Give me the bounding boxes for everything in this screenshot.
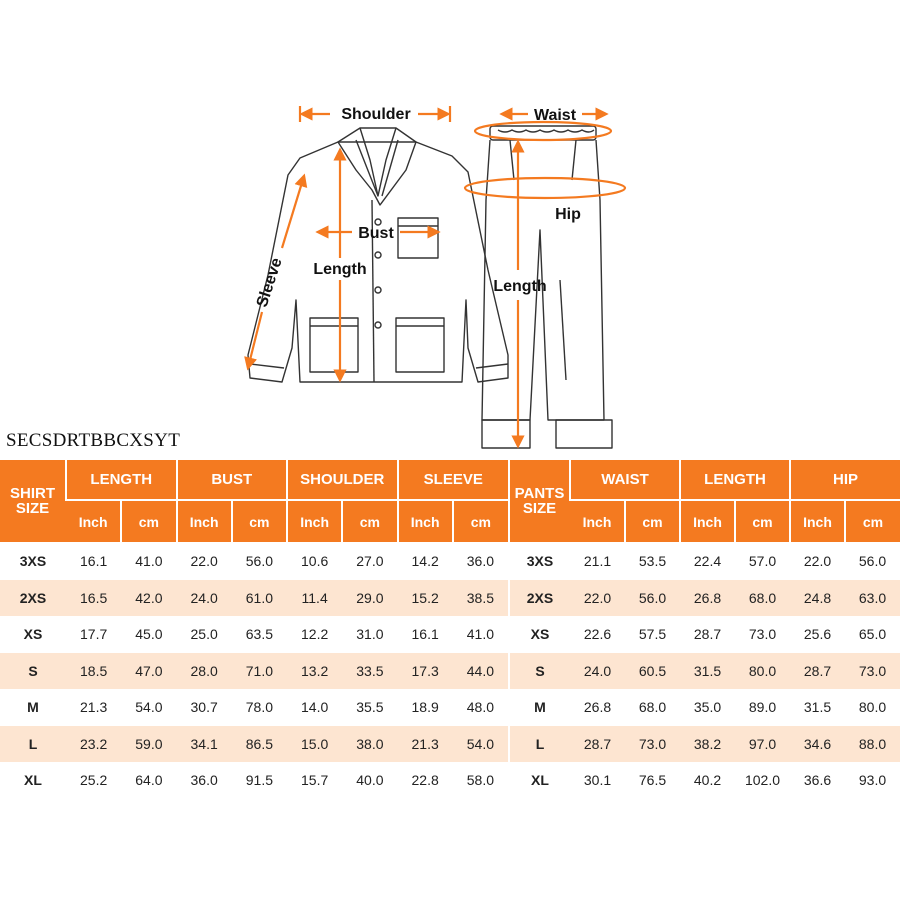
shirt-value-cell: 54.0 <box>453 726 508 763</box>
pants-size-cell: XL <box>510 762 570 799</box>
shirt-value-cell: 18.5 <box>66 653 121 690</box>
shoulder-label: Shoulder <box>341 106 411 123</box>
shirt-value-cell: 10.6 <box>287 542 342 580</box>
shirt-value-cell: 22.8 <box>398 762 453 799</box>
sleeve-label: Sleeve <box>253 255 286 310</box>
pants-table-row <box>510 580 900 617</box>
pants-length-label: Length <box>493 278 547 295</box>
shirt-value-cell: 15.2 <box>398 580 453 617</box>
pants-value-cell: 56.0 <box>625 580 680 617</box>
pants-value-cell: 93.0 <box>845 762 900 799</box>
pants-group-header: LENGTH <box>680 460 790 500</box>
shirt-value-cell: 12.2 <box>287 616 342 653</box>
pants-value-cell: 57.5 <box>625 616 680 653</box>
shirt-table-body <box>0 542 508 799</box>
shirt-value-cell: 21.3 <box>66 689 121 726</box>
hip-ellipse <box>465 178 625 198</box>
unit-cm-header: cm <box>121 500 176 542</box>
hip-label: Hip <box>555 206 581 223</box>
shirt-value-cell: 31.0 <box>342 616 397 653</box>
pants-value-cell: 28.7 <box>680 616 735 653</box>
pants-value-cell: 25.6 <box>790 616 845 653</box>
pants-size-cell: XS <box>510 616 570 653</box>
shirt-value-cell: 61.0 <box>232 580 287 617</box>
pants-value-cell: 76.5 <box>625 762 680 799</box>
pants-value-cell: 22.0 <box>790 542 845 580</box>
sleeve-arrow-lower <box>248 312 262 368</box>
pants-value-cell: 53.5 <box>625 542 680 580</box>
pants-table-row <box>510 689 900 726</box>
shirt-value-cell: 41.0 <box>121 542 176 580</box>
shirt-value-cell: 16.1 <box>66 542 121 580</box>
pants-value-cell: 65.0 <box>845 616 900 653</box>
pants-value-cell: 36.6 <box>790 762 845 799</box>
shirt-value-cell: 48.0 <box>453 689 508 726</box>
pants-value-cell: 97.0 <box>735 726 790 763</box>
pants-value-cell: 21.1 <box>570 542 625 580</box>
shirt-value-cell: 17.7 <box>66 616 121 653</box>
pants-size-cell: L <box>510 726 570 763</box>
shirt-group-header: BUST <box>177 460 288 500</box>
pants-table-row <box>510 616 900 653</box>
pants-value-cell: 80.0 <box>845 689 900 726</box>
shirt-table-row <box>0 653 508 690</box>
shirt-value-cell: 58.0 <box>453 762 508 799</box>
shirt-value-cell: 91.5 <box>232 762 287 799</box>
pants-value-cell: 102.0 <box>735 762 790 799</box>
shirt-value-cell: 14.2 <box>398 542 453 580</box>
shirt-value-cell: 33.5 <box>342 653 397 690</box>
pants-value-cell: 35.0 <box>680 689 735 726</box>
unit-inch-header: Inch <box>570 500 625 542</box>
shirt-value-cell: 36.0 <box>177 762 232 799</box>
pants-value-cell: 30.1 <box>570 762 625 799</box>
shirt-group-header: SHOULDER <box>287 460 398 500</box>
unit-inch-header: Inch <box>177 500 232 542</box>
shirt-size-cell: 2XS <box>0 580 66 617</box>
unit-cm-header: cm <box>342 500 397 542</box>
pants-value-cell: 63.0 <box>845 580 900 617</box>
pants-size-cell: S <box>510 653 570 690</box>
pants-value-cell: 34.6 <box>790 726 845 763</box>
pants-value-cell: 68.0 <box>735 580 790 617</box>
shirt-table-row <box>0 726 508 763</box>
shirt-value-cell: 22.0 <box>177 542 232 580</box>
shirt-value-cell: 21.3 <box>398 726 453 763</box>
pants-value-cell: 26.8 <box>570 689 625 726</box>
unit-cm-header: cm <box>453 500 508 542</box>
unit-cm-header: cm <box>625 500 680 542</box>
shirt-value-cell: 29.0 <box>342 580 397 617</box>
shirt-value-cell: 47.0 <box>121 653 176 690</box>
shirt-value-cell: 41.0 <box>453 616 508 653</box>
pants-value-cell: 80.0 <box>735 653 790 690</box>
unit-inch-header: Inch <box>790 500 845 542</box>
shirt-value-cell: 56.0 <box>232 542 287 580</box>
pants-value-cell: 60.5 <box>625 653 680 690</box>
unit-inch-header: Inch <box>398 500 453 542</box>
pants-value-cell: 22.6 <box>570 616 625 653</box>
shirt-value-cell: 45.0 <box>121 616 176 653</box>
shirt-value-cell: 64.0 <box>121 762 176 799</box>
shirt-measure-marks <box>248 106 450 380</box>
shirt-size-cell: XL <box>0 762 66 799</box>
shirt-size-header: SHIRT SIZE <box>0 460 66 542</box>
pants-table-row <box>510 653 900 690</box>
pants-group-header: HIP <box>790 460 900 500</box>
pants-table-row <box>510 542 900 580</box>
pants-value-cell: 57.0 <box>735 542 790 580</box>
shirt-value-cell: 59.0 <box>121 726 176 763</box>
shirt-length-label: Length <box>313 261 367 278</box>
shirt-value-cell: 34.1 <box>177 726 232 763</box>
shirt-value-cell: 11.4 <box>287 580 342 617</box>
shirt-value-cell: 16.1 <box>398 616 453 653</box>
unit-inch-header: Inch <box>287 500 342 542</box>
product-code: SECSDRTBBCXSYT <box>6 430 181 451</box>
shirt-size-cell: L <box>0 726 66 763</box>
shirt-value-cell: 13.2 <box>287 653 342 690</box>
shirt-table-row <box>0 542 508 580</box>
pants-value-cell: 31.5 <box>680 653 735 690</box>
shirt-table-row <box>0 762 508 799</box>
pants-value-cell: 89.0 <box>735 689 790 726</box>
shirt-table-row <box>0 689 508 726</box>
pants-table-row <box>510 726 900 763</box>
pants-value-cell: 73.0 <box>625 726 680 763</box>
pants-value-cell: 73.0 <box>735 616 790 653</box>
pants-group-header: WAIST <box>570 460 680 500</box>
pants-size-cell: M <box>510 689 570 726</box>
shirt-value-cell: 78.0 <box>232 689 287 726</box>
shirt-value-cell: 24.0 <box>177 580 232 617</box>
unit-cm-header: cm <box>845 500 900 542</box>
pants-value-cell: 26.8 <box>680 580 735 617</box>
pants-value-cell: 38.2 <box>680 726 735 763</box>
pants-table-row <box>510 762 900 799</box>
shirt-size-cell: M <box>0 689 66 726</box>
shirt-value-cell: 15.0 <box>287 726 342 763</box>
shirt-value-cell: 36.0 <box>453 542 508 580</box>
pants-value-cell: 22.4 <box>680 542 735 580</box>
shirt-value-cell: 44.0 <box>453 653 508 690</box>
shirt-table-row <box>0 580 508 617</box>
shirt-table-row <box>0 616 508 653</box>
pants-value-cell: 28.7 <box>790 653 845 690</box>
shirt-value-cell: 15.7 <box>287 762 342 799</box>
pants-size-table <box>510 460 900 799</box>
shirt-value-cell: 63.5 <box>232 616 287 653</box>
waist-label: Waist <box>533 107 577 124</box>
shirt-value-cell: 28.0 <box>177 653 232 690</box>
pants-value-cell: 24.0 <box>570 653 625 690</box>
shirt-value-cell: 86.5 <box>232 726 287 763</box>
shirt-group-header: SLEEVE <box>398 460 509 500</box>
pants-value-cell: 56.0 <box>845 542 900 580</box>
pants-table-body <box>510 542 900 799</box>
shirt-value-cell: 40.0 <box>342 762 397 799</box>
pants-value-cell: 40.2 <box>680 762 735 799</box>
shirt-size-table <box>0 460 508 799</box>
shirt-size-cell: 3XS <box>0 542 66 580</box>
pants-value-cell: 24.8 <box>790 580 845 617</box>
shirt-value-cell: 25.0 <box>177 616 232 653</box>
shirt-value-cell: 23.2 <box>66 726 121 763</box>
shirt-value-cell: 38.0 <box>342 726 397 763</box>
pants-value-cell: 31.5 <box>790 689 845 726</box>
pants-value-cell: 88.0 <box>845 726 900 763</box>
shirt-drawing <box>248 128 508 382</box>
shirt-value-cell: 16.5 <box>66 580 121 617</box>
pants-size-cell: 3XS <box>510 542 570 580</box>
pants-value-cell: 73.0 <box>845 653 900 690</box>
pants-value-cell: 28.7 <box>570 726 625 763</box>
unit-cm-header: cm <box>232 500 287 542</box>
shirt-group-header: LENGTH <box>66 460 177 500</box>
shirt-value-cell: 18.9 <box>398 689 453 726</box>
shirt-value-cell: 54.0 <box>121 689 176 726</box>
shirt-value-cell: 71.0 <box>232 653 287 690</box>
shirt-value-cell: 42.0 <box>121 580 176 617</box>
shirt-value-cell: 30.7 <box>177 689 232 726</box>
shirt-value-cell: 17.3 <box>398 653 453 690</box>
shirt-value-cell: 14.0 <box>287 689 342 726</box>
shirt-size-cell: S <box>0 653 66 690</box>
pants-size-cell: 2XS <box>510 580 570 617</box>
pants-value-cell: 22.0 <box>570 580 625 617</box>
unit-inch-header: Inch <box>680 500 735 542</box>
unit-inch-header: Inch <box>66 500 121 542</box>
unit-cm-header: cm <box>735 500 790 542</box>
pants-size-header: PANTS SIZE <box>510 460 570 542</box>
pants-value-cell: 68.0 <box>625 689 680 726</box>
shirt-size-cell: XS <box>0 616 66 653</box>
shirt-value-cell: 35.5 <box>342 689 397 726</box>
shirt-value-cell: 38.5 <box>453 580 508 617</box>
bust-label: Bust <box>358 225 394 242</box>
shirt-value-cell: 25.2 <box>66 762 121 799</box>
shirt-value-cell: 27.0 <box>342 542 397 580</box>
